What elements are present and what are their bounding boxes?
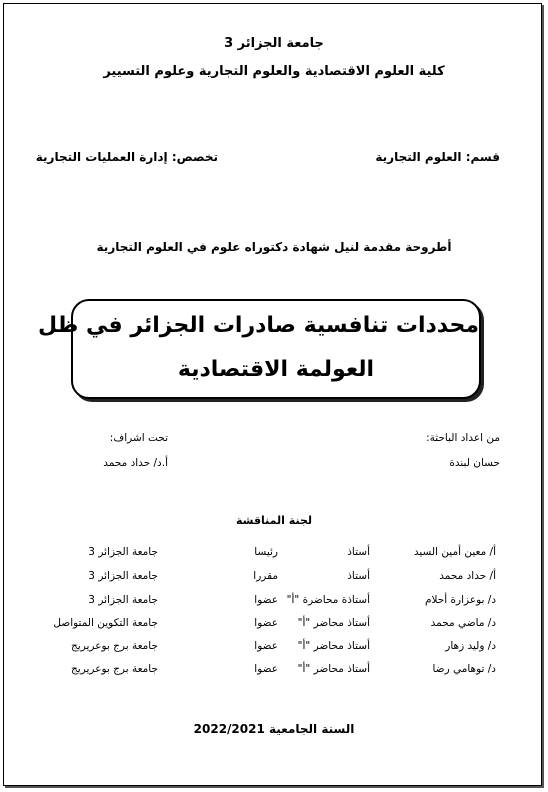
specialty: تخصص: إدارة العمليات التجارية	[35, 150, 218, 164]
jury-member-name: د/ بوعزارة أحلام	[425, 594, 496, 606]
jury-title: لجنة المناقشة	[235, 514, 312, 527]
jury-row	[0, 546, 548, 566]
jury-member-rank: أستاذ	[347, 570, 370, 582]
thesis-statement: أطروحة مقدمة لنيل شهادة دكتوراه علوم في العلوم التجارية	[96, 240, 452, 254]
researcher-name: حسان لبندة	[449, 457, 500, 469]
jury-member-institution: جامعة الجزائر 3	[88, 546, 158, 558]
supervisor-name: أ.د/ حداد محمد	[103, 457, 168, 469]
jury-member-rank: أستاذ محاضر "أ"	[297, 640, 370, 652]
jury-member-rank: أستاذة محاضرة "أ"	[286, 594, 370, 606]
jury-member-institution: جامعة الجزائر 3	[88, 570, 158, 582]
faculty-name: كلية العلوم الاقتصادية والعلوم التجارية وعلوم التسيير	[103, 64, 445, 79]
jury-member-role: عضوا	[254, 663, 278, 675]
jury-row	[0, 594, 548, 614]
jury-row	[0, 617, 548, 637]
title-box	[37, 299, 481, 399]
jury-member-role: مقررا	[253, 570, 278, 582]
jury-member-rank: أستاذ	[347, 546, 370, 558]
jury-member-role: رئيسا	[254, 546, 278, 558]
academic-year: السنة الجامعية 2022/2021	[193, 722, 355, 736]
jury-member-role: عضوا	[254, 617, 278, 629]
university-name: جامعة الجزائر 3	[224, 36, 324, 51]
jury-member-rank: أستاذ محاضر "أ"	[297, 617, 370, 629]
jury-member-institution: جامعة برج بوعريريج	[71, 663, 158, 675]
jury-member-institution: جامعة برج بوعريريج	[71, 640, 158, 652]
jury-row	[0, 663, 548, 683]
prepared-by-label: من اعداد الباحثة:	[426, 432, 500, 444]
jury-member-institution: جامعة الجزائر 3	[88, 594, 158, 606]
jury-row	[0, 570, 548, 590]
jury-row	[0, 640, 548, 660]
department: قسم: العلوم التجارية	[375, 150, 500, 164]
jury-member-institution: جامعة التكوين المتواصل	[53, 617, 158, 629]
jury-member-role: عضوا	[254, 594, 278, 606]
title-line-1: محددات تنافسية صادرات الجزائر في ظل	[37, 313, 479, 338]
supervision-label: تحت اشراف:	[109, 432, 168, 444]
jury-member-name: د/ توهامي رضا	[432, 663, 496, 675]
jury-member-name: أ/ معين أمين السيد	[413, 546, 496, 558]
jury-member-role: عضوا	[254, 640, 278, 652]
jury-member-name: د/ وليد زهار	[445, 640, 496, 652]
jury-member-name: د/ ماضي محمد	[430, 617, 496, 629]
jury-member-name: أ/ حداد محمد	[439, 570, 496, 582]
title-line-2: العولمة الاقتصادية	[177, 357, 375, 382]
jury-member-rank: أستاذ محاضر "أ"	[297, 663, 370, 675]
